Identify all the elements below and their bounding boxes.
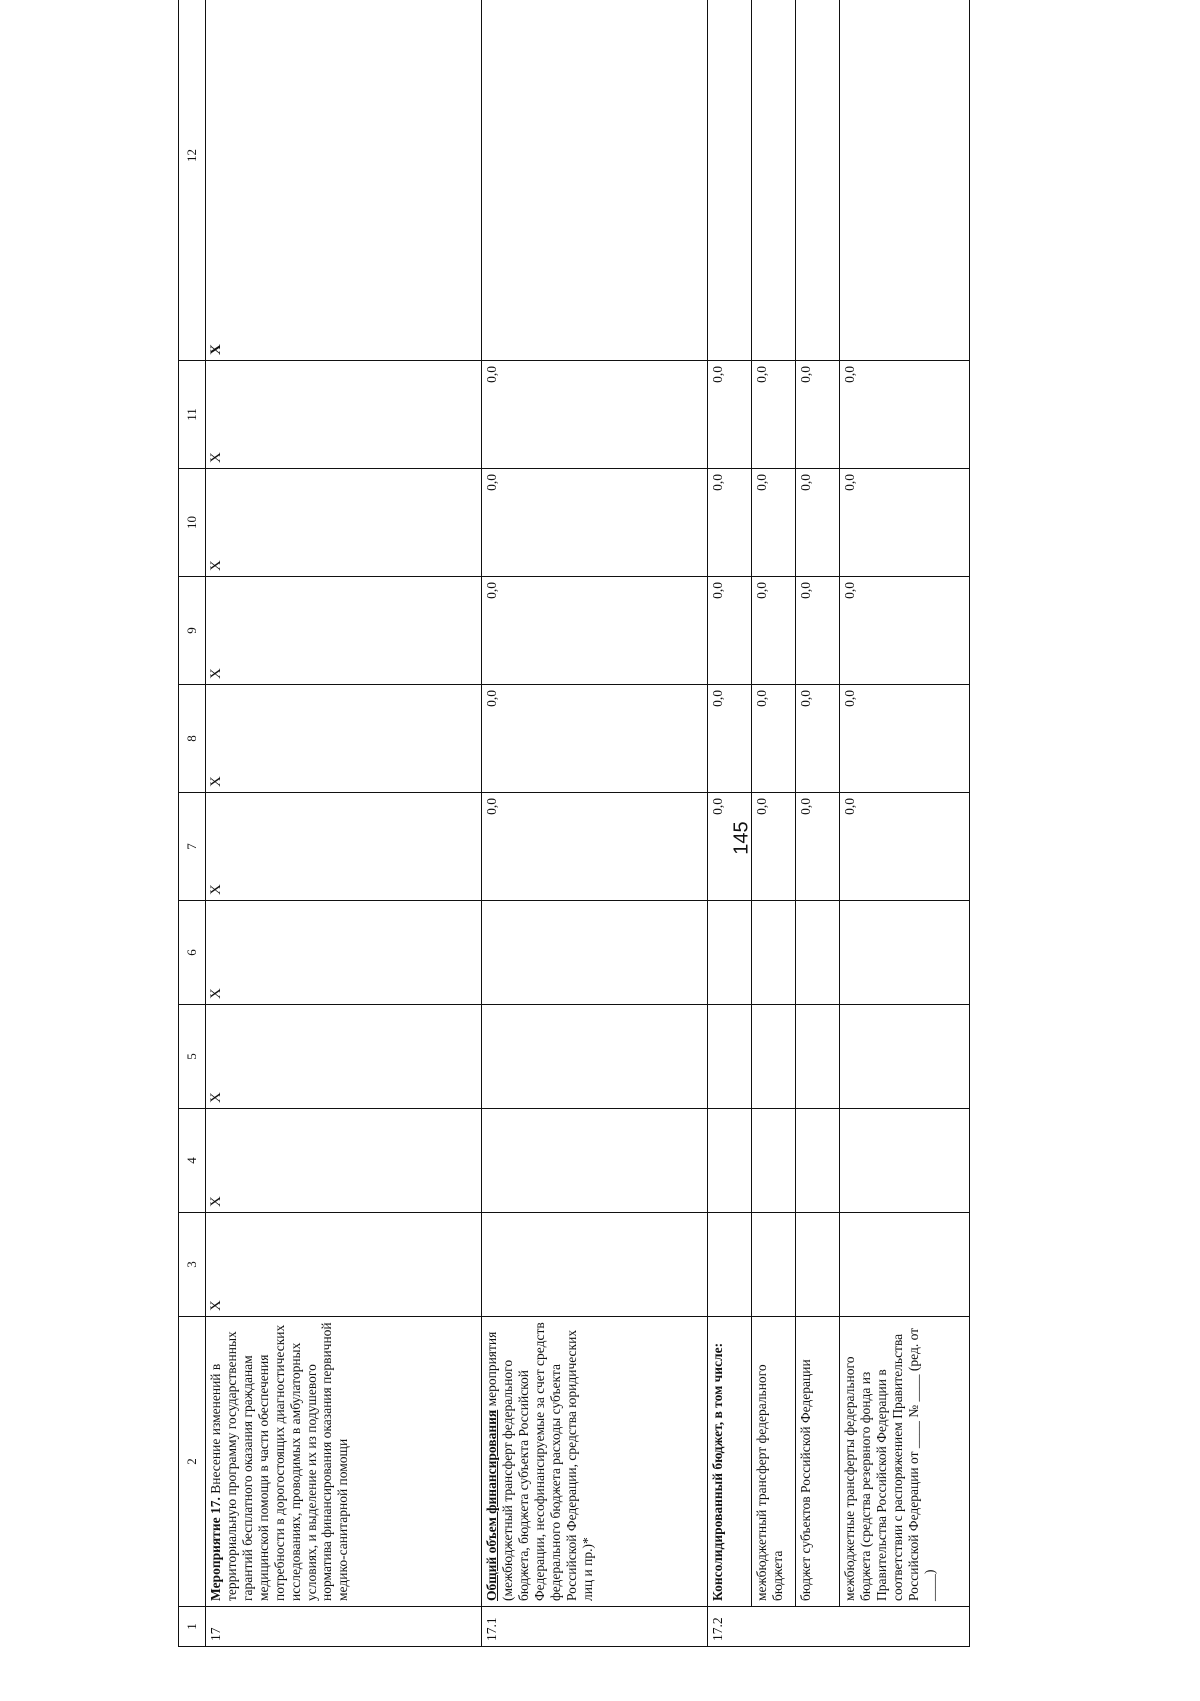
cell-value — [708, 1213, 752, 1317]
cell-value: 0,0 — [482, 793, 708, 901]
row-text: Внесение изменений в территориальную программу государственных гарантий бесплатного оказания гражданам медицинской помощи в части обеспечения потребности в дорогостоящих диагностических исследованиях, проводимых в амбулаторных условиях, и выделение их из подушевого норматива финансирования оказания первичной медико-санитарной помощи — [208, 1322, 351, 1601]
cell-value: X — [206, 901, 482, 1005]
cell-value — [752, 1109, 796, 1213]
header-col-1: 1 — [179, 1607, 206, 1647]
cell-value: 0,0 — [708, 577, 752, 685]
table-row — [206, 0, 482, 1647]
cell-value — [796, 901, 840, 1005]
cell-value: X — [206, 1005, 482, 1109]
cell-value: 0,0 — [796, 793, 840, 901]
cell-value: 0,0 — [752, 685, 796, 793]
cell-value — [482, 0, 708, 361]
cell-value: X — [206, 361, 482, 469]
cell-value — [796, 1109, 840, 1213]
cell-value — [796, 1213, 840, 1317]
row-text: мероприятия (межбюджетный трансферт федерального бюджета, бюджета субъекта Российской Федерации, несофинансируемые за счет средств федерального бюджета расходы субъекта Российской Федерации, средства юридических лиц и пр.)* — [484, 1322, 595, 1601]
cell-value — [840, 1213, 970, 1317]
row-title: Консолидированный бюджет, в том числе: — [708, 1317, 752, 1607]
header-col-7: 7 — [179, 793, 206, 901]
cell-value — [708, 0, 752, 361]
cell-value — [708, 1005, 752, 1109]
table-row — [840, 0, 970, 1647]
header-col-4: 4 — [179, 1109, 206, 1213]
cell-value: 0,0 — [840, 577, 970, 685]
cell-value: 0,0 — [752, 361, 796, 469]
row-number: 17.1 — [482, 1607, 708, 1647]
cell-value — [752, 1213, 796, 1317]
row-number: 17 — [206, 1607, 482, 1647]
cell-value — [708, 1109, 752, 1213]
row-description — [482, 1317, 708, 1607]
cell-value: 0,0 — [482, 361, 708, 469]
cell-value: X — [206, 1213, 482, 1317]
cell-value: 0,0 — [752, 469, 796, 577]
row-description — [206, 1317, 482, 1607]
cell-value: 0,0 — [708, 469, 752, 577]
cell-value: 0,0 — [708, 361, 752, 469]
cell-value — [840, 1005, 970, 1109]
table-row — [752, 0, 796, 1647]
header-col-5: 5 — [179, 1005, 206, 1109]
cell-value: X — [206, 0, 482, 361]
header-col-9: 9 — [179, 577, 206, 685]
cell-value — [840, 0, 970, 361]
cell-value: 0,0 — [752, 793, 796, 901]
header-col-3: 3 — [179, 1213, 206, 1317]
cell-value — [482, 1213, 708, 1317]
cell-value — [752, 901, 796, 1005]
cell-value: 0,0 — [840, 685, 970, 793]
cell-value: 0,0 — [796, 685, 840, 793]
cell-value — [708, 901, 752, 1005]
cell-value: 0,0 — [796, 577, 840, 685]
cell-value: 0,0 — [796, 469, 840, 577]
cell-value: X — [206, 469, 482, 577]
sub-row-label: бюджет субъектов Российской Федерации — [796, 1317, 840, 1607]
header-col-8: 8 — [179, 685, 206, 793]
cell-value — [840, 901, 970, 1005]
cell-value: 0,0 — [840, 361, 970, 469]
financing-table — [178, 0, 970, 1647]
cell-value — [482, 1109, 708, 1213]
header-col-11: 11 — [179, 361, 206, 469]
sub-row-label: межбюджетный трансферт федерального бюджета — [752, 1317, 796, 1607]
header-row — [179, 0, 206, 1647]
cell-value — [482, 901, 708, 1005]
rotated-table-container — [178, 51, 1006, 1647]
sub-row-label: межбюджетные трансферты федерального бюджета (средства резервного фонда из Правительства Российской Федерации в соответствии с распоряжением Правительства Российской Федерации от ____ № ____ (ред. от ____) — [840, 1317, 970, 1607]
cell-value: X — [206, 1109, 482, 1213]
cell-value — [796, 1005, 840, 1109]
cell-value: 0,0 — [708, 685, 752, 793]
page-number: 145 — [730, 821, 753, 855]
cell-value — [796, 0, 840, 361]
table-row — [796, 0, 840, 1647]
header-col-10: 10 — [179, 469, 206, 577]
header-col-12: 12 — [179, 0, 206, 361]
cell-value: 0,0 — [708, 793, 752, 901]
cell-value — [482, 1005, 708, 1109]
header-col-2: 2 — [179, 1317, 206, 1607]
row-title: Общий объем финансирования — [484, 1409, 499, 1601]
cell-value — [752, 0, 796, 361]
cell-value: 0,0 — [840, 793, 970, 901]
header-col-6: 6 — [179, 901, 206, 1005]
cell-value: 0,0 — [752, 577, 796, 685]
table-row — [482, 0, 708, 1647]
cell-value: X — [206, 793, 482, 901]
cell-value: 0,0 — [482, 577, 708, 685]
cell-value: 0,0 — [840, 469, 970, 577]
cell-value — [840, 1109, 970, 1213]
table-row — [708, 0, 752, 1647]
cell-value: 0,0 — [482, 469, 708, 577]
cell-value — [752, 1005, 796, 1109]
row-title: Мероприятие 17. — [208, 1497, 223, 1601]
cell-value: X — [206, 685, 482, 793]
row-number: 17.2 — [708, 1607, 970, 1647]
cell-value: 0,0 — [796, 361, 840, 469]
cell-value: X — [206, 577, 482, 685]
cell-value: 0,0 — [482, 685, 708, 793]
